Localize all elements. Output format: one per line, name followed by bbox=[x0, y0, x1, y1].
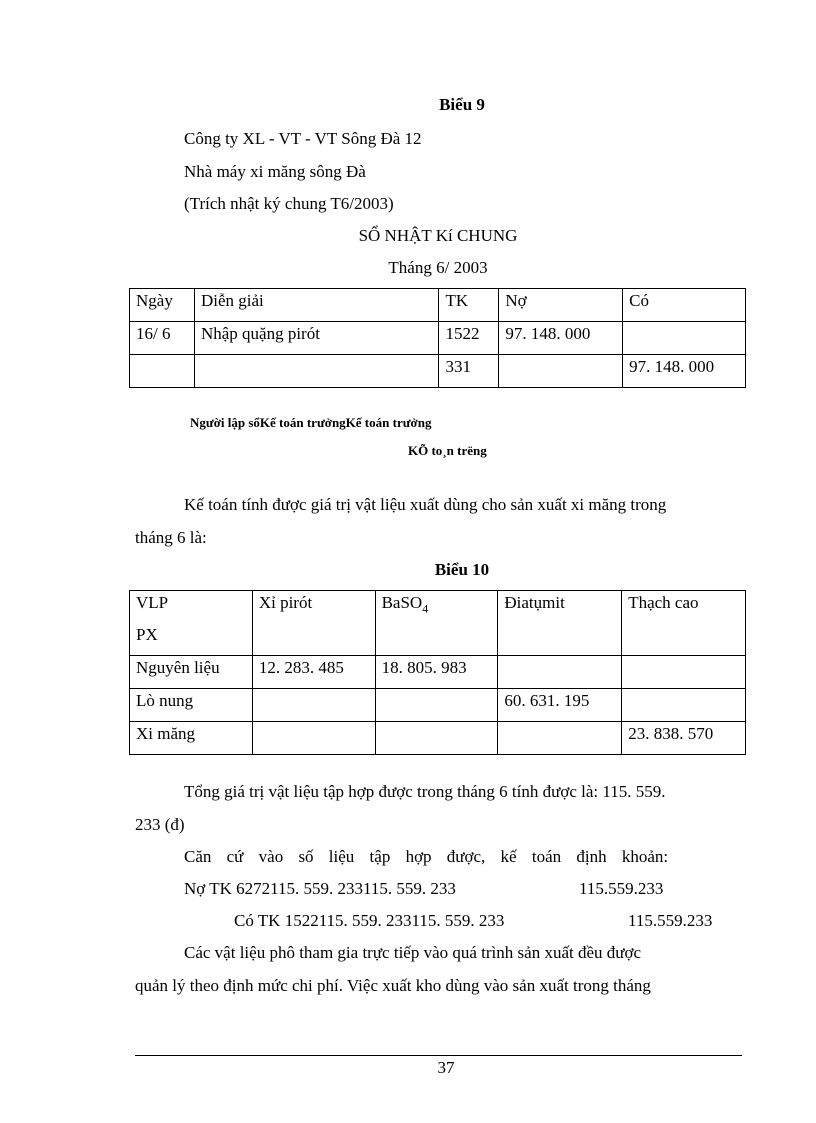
paragraph-line: 233 (đ) bbox=[135, 815, 185, 834]
table-row bbox=[130, 656, 746, 689]
header-cell: Có bbox=[623, 289, 746, 322]
table-cell: 12. 283. 485 bbox=[252, 656, 375, 689]
table-header-row bbox=[130, 289, 746, 322]
table-cell bbox=[623, 322, 746, 355]
header-cell bbox=[130, 591, 253, 656]
materials-table bbox=[129, 590, 746, 755]
table-cell: 23. 838. 570 bbox=[622, 722, 746, 755]
table-cell: 97. 148. 000 bbox=[623, 355, 746, 388]
table-cell: Nhập quặng pirót bbox=[194, 322, 438, 355]
paragraph-line: quản lý theo định mức chi phí. Việc xuất kho dùng vào sản xuất trong tháng bbox=[135, 976, 651, 995]
header-cell: Xỉ pirót bbox=[252, 591, 375, 656]
paragraph-line: Các vật liệu phô tham gia trực tiếp vào quá trình sản xuất đều được bbox=[184, 943, 642, 962]
header-cell bbox=[375, 591, 498, 656]
table-cell bbox=[194, 355, 438, 388]
paragraph-line: Căn cứ vào số liệu tập hợp được, kế toán định khoản: bbox=[184, 847, 669, 866]
credit-entry: Có TK 1522115. 559. 233115. 559. 233 bbox=[234, 911, 505, 930]
page-number: 37 bbox=[437, 1058, 455, 1077]
table-cell: Nguyên liệu bbox=[130, 656, 253, 689]
header-cell: Ngày bbox=[130, 289, 195, 322]
table-cell: 16/ 6 bbox=[130, 322, 195, 355]
journal-month: Tháng 6/ 2003 bbox=[388, 258, 488, 277]
header-baso-subscript: 4 bbox=[422, 601, 429, 616]
table-cell bbox=[252, 689, 375, 722]
table-row bbox=[130, 722, 746, 755]
bieu9-title: Biểu 9 bbox=[439, 95, 485, 114]
table-cell: Xi măng bbox=[130, 722, 253, 755]
company-name: Công ty XL - VT - VT Sông Đà 12 bbox=[184, 129, 422, 148]
header-cell: Thạch cao bbox=[622, 591, 746, 656]
table-cell bbox=[252, 722, 375, 755]
table-header-row bbox=[130, 591, 746, 656]
table-row bbox=[130, 689, 746, 722]
header-vlp: VLP bbox=[136, 593, 169, 612]
debit-entry: Nợ TK 6272115. 559. 233115. 559. 233 bbox=[184, 879, 456, 898]
paragraph-line: tháng 6 là: bbox=[135, 528, 207, 547]
table-cell bbox=[622, 656, 746, 689]
footer-divider bbox=[135, 1055, 742, 1056]
header-cell: Nợ bbox=[499, 289, 623, 322]
journal-table bbox=[129, 288, 746, 388]
table-cell bbox=[498, 656, 622, 689]
table-row bbox=[130, 355, 746, 388]
paragraph-line: Tổng giá trị vật liệu tập hợp được trong tháng 6 tính được là: 115. 559. bbox=[184, 782, 666, 801]
table-cell bbox=[499, 355, 623, 388]
excerpt-note: (Trích nhật ký chung T6/2003) bbox=[184, 194, 394, 213]
signature-labels: Người lập sổKế toán trưởngKế toán trưởng bbox=[190, 415, 432, 430]
signature-garbled: KÕ to¸n trëng bbox=[408, 443, 487, 458]
table-cell: 97. 148. 000 bbox=[499, 322, 623, 355]
table-cell: 18. 805. 983 bbox=[375, 656, 498, 689]
header-cell: Diễn giải bbox=[194, 289, 438, 322]
table-cell: 60. 631. 195 bbox=[498, 689, 622, 722]
paragraph-line: Kế toán tính được giá trị vật liệu xuất dùng cho sản xuất xi măng trong bbox=[184, 495, 667, 514]
credit-amount: 115.559.233 bbox=[628, 911, 713, 930]
table-cell bbox=[130, 355, 195, 388]
table-row bbox=[130, 322, 746, 355]
header-baso: BaSO bbox=[381, 593, 423, 612]
journal-title: SỔ NHẬT Kí CHUNG bbox=[358, 226, 518, 245]
header-cell: Điatụmit bbox=[498, 591, 622, 656]
table-cell bbox=[375, 722, 498, 755]
table-cell: 1522 bbox=[439, 322, 499, 355]
factory-name: Nhà máy xi măng sông Đà bbox=[184, 162, 366, 181]
header-cell: TK bbox=[439, 289, 499, 322]
table-cell: 331 bbox=[439, 355, 499, 388]
debit-amount: 115.559.233 bbox=[579, 879, 664, 898]
table-cell bbox=[375, 689, 498, 722]
bieu10-title: Biểu 10 bbox=[434, 560, 490, 579]
table-cell bbox=[622, 689, 746, 722]
header-px: PX bbox=[136, 625, 158, 644]
table-cell: Lò nung bbox=[130, 689, 253, 722]
table-cell bbox=[498, 722, 622, 755]
